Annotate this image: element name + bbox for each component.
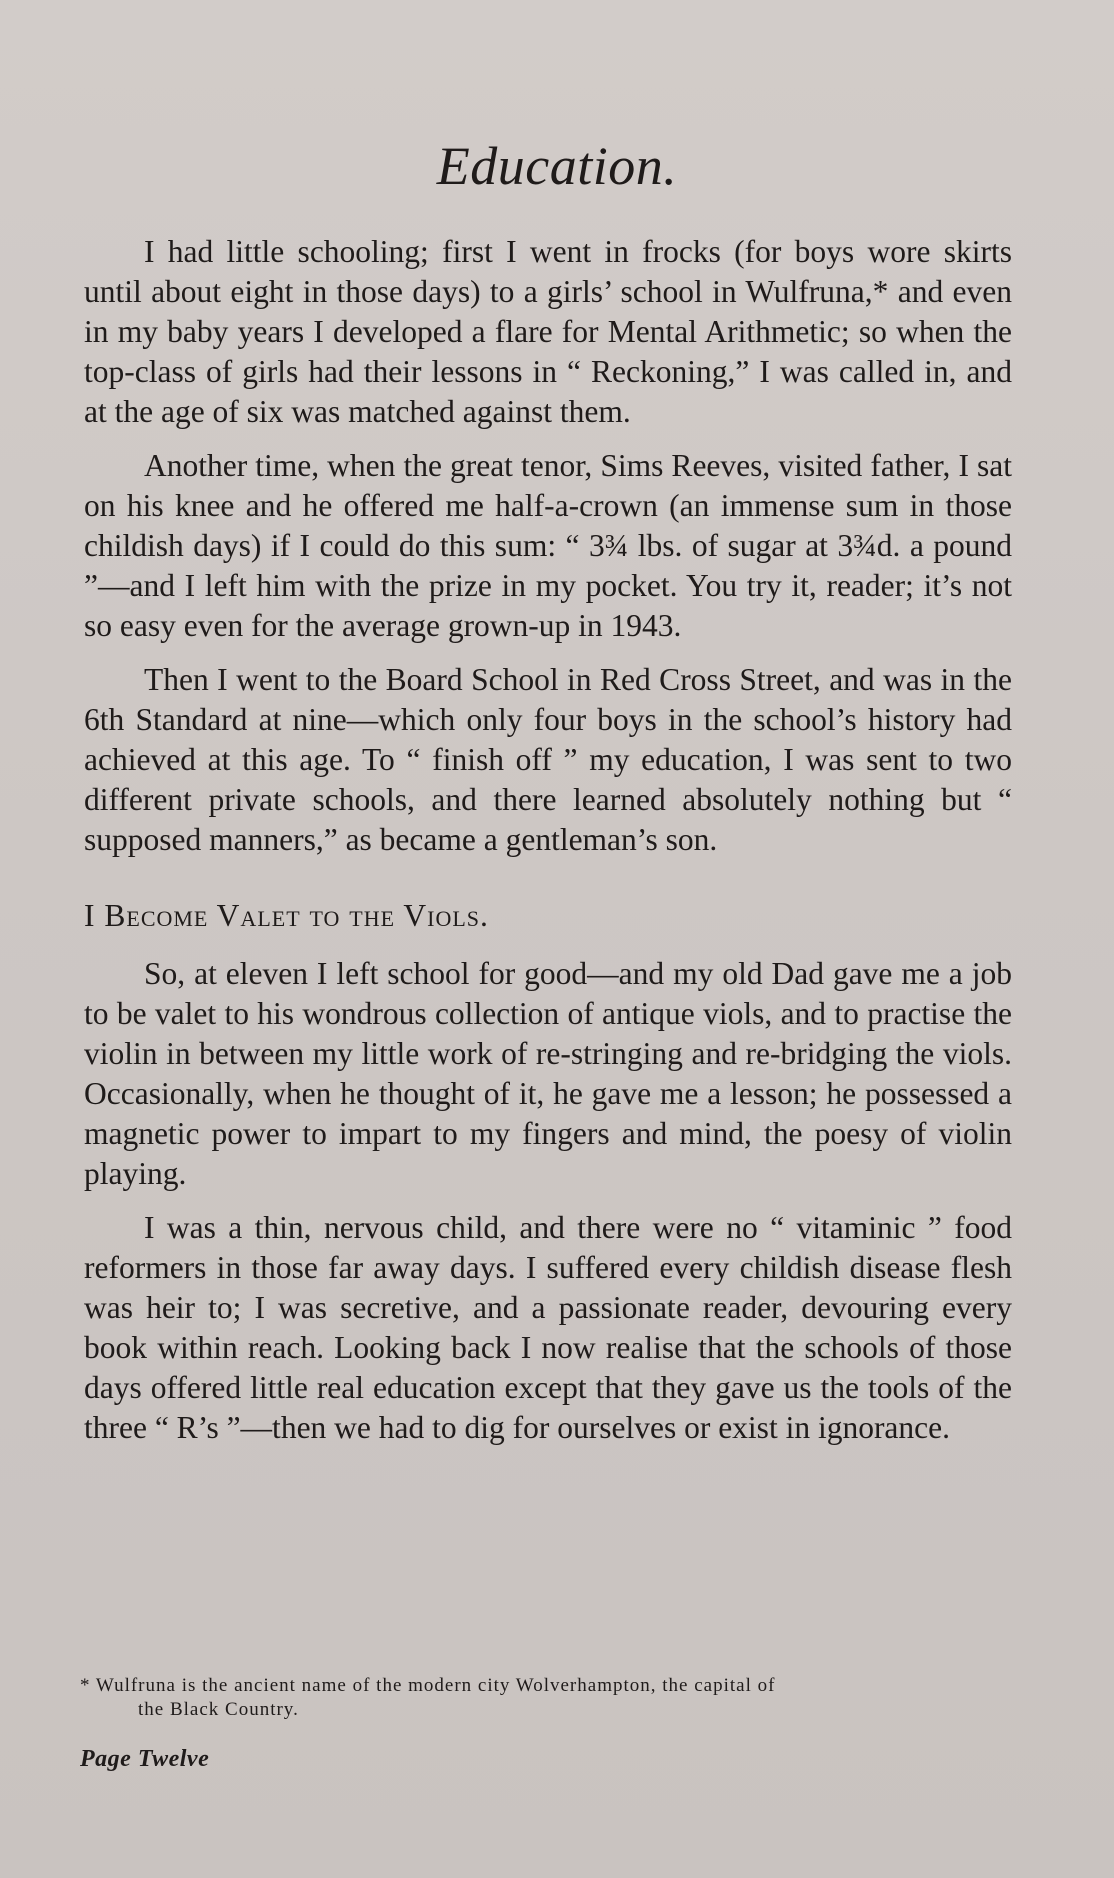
- paragraph-valet: So, at eleven I left school for good—and my old Dad gave me a job to be valet to his wondrous collection of antique viols, and to practise the violin in between my little work of re-stringing and re-bridging the viols. Occasionally, when he thought of it, he gave me a lesson; he possessed a magnetic power to impart to my fingers and mind, the poesy of violin playing.: [84, 956, 1012, 1191]
- footnote-line-2: the Black Country.: [138, 1699, 299, 1720]
- page-title: Education.: [436, 136, 678, 196]
- body-text: [84, 232, 1012, 1462]
- page-number: Page Twelve: [80, 1746, 210, 1772]
- paragraph-board-school: Then I went to the Board School in Red Cross Street, and was in the 6th Standard at nine—which only four boys in the school’s history had achieved at this age. To “ finish off ” my education, I was sent to two different private schools, and there learned absolutely nothing but “ supposed manners,” as became a gentleman’s son.: [84, 662, 1012, 857]
- paragraph-nervous-child: I was a thin, nervous child, and there were no “ vitaminic ” food reformers in those far away days. I suffered every childish disease flesh was heir to; I was secretive, and a passionate reader, devouring every book within reach. Looking back I now realise that the schools of those days offered little real education except that they gave us the tools of the three “ R’s ”—then we had to dig for ourselves or exist in ignorance.: [84, 1210, 1012, 1445]
- paragraph-schooling: I had little schooling; first I went in frocks (for boys wore skirts until about eight in those days) to a girls’ school in Wulfruna,* and even in my baby years I developed a flare for Mental Arithmetic; so when the top-class of girls had their lessons in “ Reckoning,” I was called in, and at the age of six was matched against them.: [84, 234, 1012, 429]
- footnote-line-1: * Wulfruna is the ancient name of the modern city Wolverhampton, the capital of: [80, 1675, 776, 1696]
- footnote: [80, 1674, 1020, 1722]
- section-heading: I Become Valet to the Viols.: [84, 898, 489, 933]
- paragraph-sims-reeves: Another time, when the great tenor, Sims Reeves, visited father, I sat on his knee and he offered me half-a-crown (an immense sum in those childish days) if I could do this sum: “ 3¾ lbs. of sugar at 3¾d. a pound ”—and I left him with the prize in my pocket. You try it, reader; it’s not so easy even for the average grown-up in 1943.: [84, 448, 1012, 643]
